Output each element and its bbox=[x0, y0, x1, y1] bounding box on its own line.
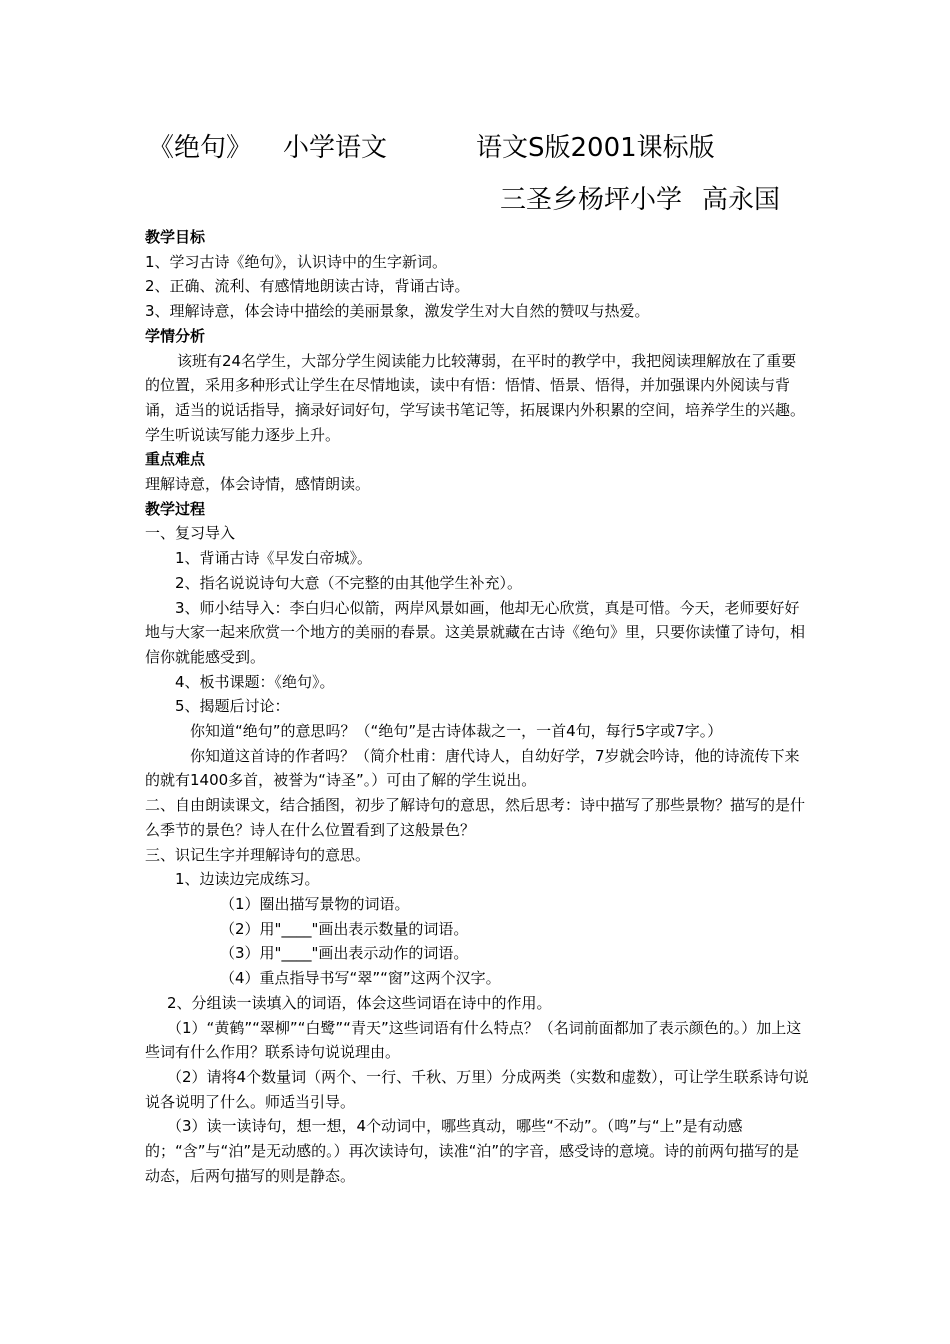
goal-item: 3、理解诗意，体会诗中描绘的美丽景象，激发学生对大自然的赞叹与热爱。 bbox=[145, 302, 650, 321]
poem-title: 《绝句》 bbox=[148, 133, 253, 163]
step1-item: 5、揭题后讨论： bbox=[175, 697, 290, 716]
section-heading-goals: 教学目标 bbox=[145, 228, 206, 246]
process-step-1: 一、复习导入 bbox=[145, 524, 236, 543]
school-name: 三圣乡杨坪小学 bbox=[500, 185, 683, 215]
step1-item: 2、指名说说诗句大意（不完整的由其他学生补充）。 bbox=[175, 573, 523, 592]
discussion-paragraph: 你知道这首诗的作者吗？（简介杜甫：唐代诗人，自幼好学，7岁就会吟诗，他的诗流传下来的就有1400多首，被誉为“诗圣”。）可由了解的学生说出。 bbox=[145, 746, 800, 790]
exercise-item: （4）重点指导书写“翠”“窗”这两个汉字。 bbox=[220, 969, 501, 988]
key-paragraph: 理解诗意，体会诗情，感情朗读。 bbox=[145, 475, 371, 494]
word-analysis-text: （1）“黄鹤”“翠柳”“白鹭”“青天”这些词语有什么特点？（名词前面都加了表示颜色的。）加上这些词有什么作用？联系诗句说说理由。 bbox=[145, 1018, 802, 1062]
step1-item: 1、背诵古诗《早发白帝城》。 bbox=[175, 549, 373, 568]
edition-label: 语文S版2001课标版 bbox=[476, 133, 715, 163]
step3-substep: 1、边读边完成练习。 bbox=[175, 870, 320, 889]
word-analysis-paragraph bbox=[145, 1016, 810, 1065]
goal-item: 1、学习古诗《绝句》，认识诗中的生字新词。 bbox=[145, 252, 448, 271]
teacher-name: 高永国 bbox=[702, 185, 781, 215]
exercise-item: （1）圈出描写景物的词语。 bbox=[220, 894, 410, 913]
author-line bbox=[500, 180, 800, 220]
analysis-paragraph: 该班有24名学生，大部分学生阅读能力比较薄弱，在平时的教学中，我把阅读理解放在了重要的位置，采用多种形式让学生在尽情地读，读中有悟：悟情、悟景、悟得，并加强课内外阅读与背诵，适当的说话指导，摘录好词好句，学写读书笔记等，拓展课内外积累的空间，培养学生的兴趣。学生听说读写能力逐步上升。 bbox=[145, 351, 806, 444]
step1-item: 4、板书课题：《绝句》。 bbox=[175, 672, 335, 691]
exercise-item: （3）用"____"画出表示动作的词语。 bbox=[220, 944, 469, 963]
step1-item: 3、师小结导入：李白归心似箭，两岸风景如画，他却无心欣赏，真是可惜。今天，老师要好好地与大家一起来欣赏一个地方的美丽的春景。这美景就藏在古诗《绝句》里，只要你读懂了诗句，相信你就能感受到。 bbox=[145, 598, 806, 666]
section-heading-process: 教学过程 bbox=[145, 499, 206, 518]
document-body bbox=[145, 225, 810, 1188]
section-heading-key: 重点难点 bbox=[145, 450, 206, 469]
word-analysis-paragraph: （3）读一读诗句，想一想，4个动词中，哪些真动，哪些“不动”。（鸣”与“上”是有动感的；“含”与“泊”是无动感的。）再次读诗句，读准“泊”的字音，感受诗的意境。诗的前两句描写的是动态，后两句描写的则是静态。 bbox=[145, 1117, 800, 1185]
goal-item: 2、正确、流利、有感情地朗读古诗，背诵古诗。 bbox=[145, 277, 470, 296]
step3-substep: 2、分组读一读填入的词语，体会这些词语在诗中的作用。 bbox=[167, 993, 552, 1012]
section-heading-analysis: 学情分析 bbox=[145, 326, 206, 345]
discussion-paragraph: 你知道“绝句”的意思吗？（“绝句”是古诗体裁之一，一首4句，每行5字或7字。） bbox=[190, 722, 723, 741]
word-analysis-paragraph: （2）请将4个数量词（两个、一行、千秋、万里）分成两类（实数和虚数），可让学生联系诗句说说各说明了什么。师适当引导。 bbox=[145, 1067, 809, 1111]
process-step-2: 二、自由朗读课文，结合插图，初步了解诗句的意思，然后思考：诗中描写了那些景物？描写的是什么季节的景色？诗人在什么位置看到了这般景色？ bbox=[145, 796, 806, 839]
subject-label: 小学语文 bbox=[283, 133, 388, 163]
process-step-3: 三、识记生字并理解诗句的意思。 bbox=[145, 845, 371, 864]
exercise-item: （2）用"____"画出表示数量的词语。 bbox=[220, 919, 469, 938]
